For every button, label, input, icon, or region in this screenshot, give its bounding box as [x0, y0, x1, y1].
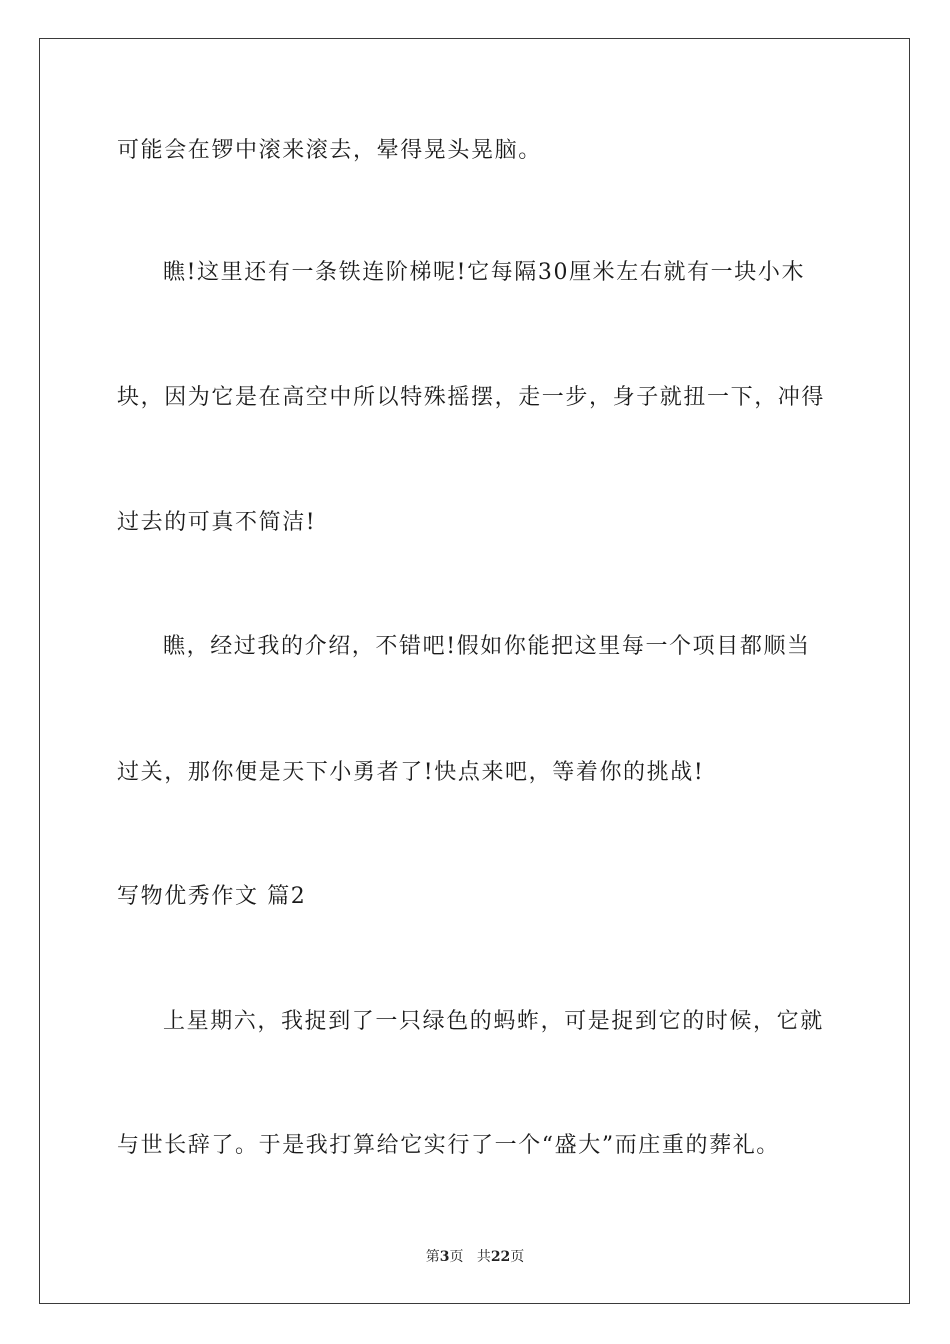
- page-footer: [0, 1247, 950, 1267]
- footer-page-number: 3: [439, 1249, 450, 1265]
- text-line: 瞧!这里还有一条铁连阶梯呢!它每隔30厘米左右就有一块小木: [163, 260, 806, 285]
- text-line: 上星期六，我捉到了一只绿色的蚂蚱，可是捉到它的时候，它就: [163, 1009, 824, 1034]
- text-line: 块，因为它是在高空中所以特殊摇摆，走一步，身子就扭一下，冲得: [117, 385, 826, 410]
- page-frame: [39, 38, 910, 1304]
- text-line: 与世长辞了。于是我打算给它实行了一个“盛大”而庄重的葬礼。: [117, 1133, 780, 1158]
- text-line: 可能会在锣中滚来滚去，晕得晃头晃脑。: [117, 138, 542, 163]
- text-line: 瞧，经过我的介绍，不错吧!假如你能把这里每一个项目都顺当: [163, 634, 811, 659]
- footer-page-suffix: 页: [449, 1249, 464, 1265]
- section-heading: 写物优秀作文 篇2: [117, 884, 307, 909]
- footer-total-suffix: 页: [510, 1249, 525, 1265]
- text-line: 过关，那你便是天下小勇者了!快点来吧，等着你的挑战!: [117, 760, 705, 785]
- footer-total-pages: 22: [490, 1249, 511, 1265]
- footer-page-prefix: 第: [425, 1249, 440, 1265]
- footer-total-prefix: 共: [476, 1249, 491, 1265]
- text-line: 过去的可真不简洁!: [117, 510, 317, 535]
